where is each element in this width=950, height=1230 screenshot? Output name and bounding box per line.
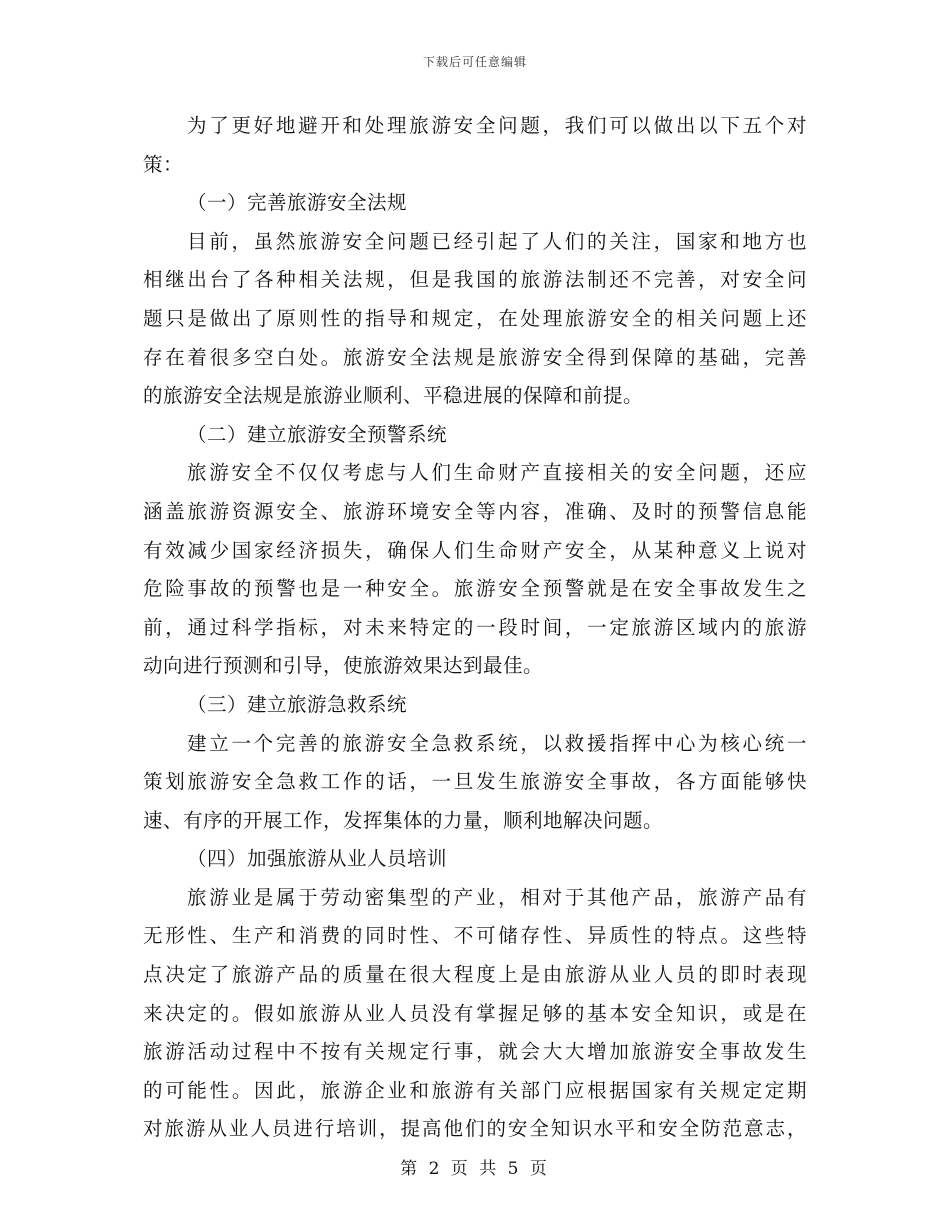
paragraph-line: 的可能性。因此，旅游企业和旅游有关部门应根据国家有关规定定期 (143, 1078, 807, 1102)
paragraph-line: 建立一个完善的旅游安全急救系统，以救援指挥中心为核心统一 (187, 731, 807, 755)
paragraph-line: 来决定的。假如旅游从业人员没有掌握足够的基本安全知识，或是在 (143, 1001, 807, 1025)
section-heading-3: （三）建立旅游急救系统 (187, 692, 408, 716)
paragraph-line: 危险事故的预警也是一种安全。旅游安全预警就是在安全事故发生之 (143, 577, 807, 601)
paragraph-line: 存在着很多空白处。旅游安全法规是旅游安全得到保障的基础，完善 (143, 345, 807, 369)
intro-line: 为了更好地避开和处理旅游安全问题，我们可以做出以下五个对 (187, 114, 807, 137)
header-note: 下载后可任意编辑 (422, 55, 527, 69)
section-heading-2: （二）建立旅游安全预警系统 (187, 422, 448, 446)
paragraph-line: 目前，虽然旅游安全问题已经引起了人们的关注，国家和地方也 (187, 229, 807, 253)
paragraph-line: 旅游活动过程中不按有关规定行事，就会大大增加旅游安全事故发生 (143, 1040, 807, 1064)
intro-line: 策： (143, 152, 184, 176)
paragraph-line: 对旅游从业人员进行培训，提高他们的安全知识水平和安全防范意志， (143, 1117, 807, 1141)
paragraph-line: 动向进行预测和引导，使旅游效果达到最佳。 (143, 654, 544, 678)
paragraph-line: 的旅游安全法规是旅游业顺利、平稳进展的保障和前提。 (143, 384, 644, 408)
paragraph-line: 点决定了旅游产品的质量在很大程度上是由旅游从业人员的即时表现 (143, 963, 807, 987)
paragraph-line: 有效减少国家经济损失，确保人们生命财产安全，从某种意义上说对 (143, 538, 807, 562)
paragraph-line: 前，通过科学指标，对未来特定的一段时间，一定旅游区域内的旅游 (143, 615, 807, 639)
paragraph-line: 相继出台了各种相关法规，但是我国的旅游法制还不完善，对安全问 (143, 268, 807, 292)
document-body (143, 107, 807, 1149)
paragraph-line: 涵盖旅游资源安全、旅游环境安全等内容，准确、及时的预警信息能 (143, 499, 807, 523)
paragraph-line: 旅游业是属于劳动密集型的产业，相对于其他产品，旅游产品有 (187, 885, 807, 909)
paragraph-line: 速、有序的开展工作，发挥集体的力量，顺利地解决问题。 (143, 808, 664, 832)
section-heading-4: （四）加强旅游从业人员培训 (187, 847, 448, 871)
paragraph-line: 旅游安全不仅仅考虑与人们生命财产直接相关的安全问题，还应 (187, 461, 807, 485)
paragraph-line: 无形性、生产和消费的同时性、不可储存性、异质性的特点。这些特 (143, 924, 807, 948)
page-number-footer: 第 2 页 共 5 页 (400, 1159, 550, 1179)
paragraph-line: 题只是做出了原则性的指导和规定，在处理旅游安全的相关问题上还 (143, 306, 807, 330)
section-heading-1: （一）完善旅游安全法规 (187, 191, 408, 215)
paragraph-line: 策划旅游安全急救工作的话，一旦发生旅游安全事故，各方面能够快 (143, 770, 807, 794)
